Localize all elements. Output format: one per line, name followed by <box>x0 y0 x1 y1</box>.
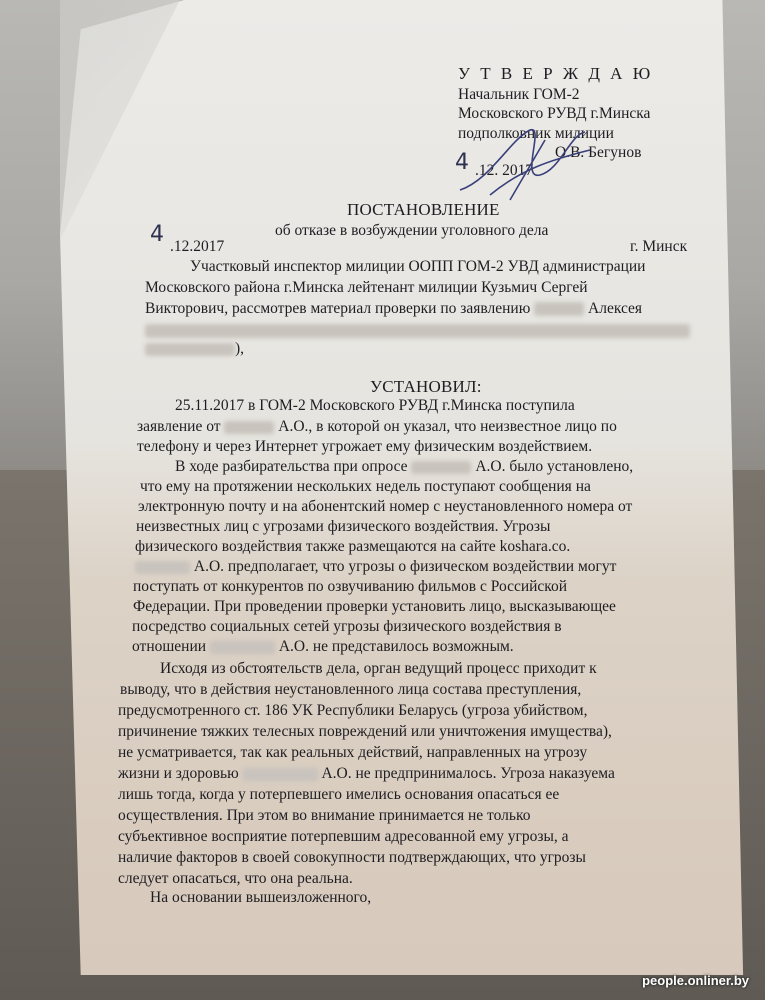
established-heading: УСТАНОВИЛ: <box>370 377 482 396</box>
body-line-23: наличие факторов в своей совокупности подтверждающих, что угрозы <box>118 849 586 866</box>
body-line-3: телефону и через Интернет угрожает ему физическим воздействием. <box>137 438 593 455</box>
body-line-21: осуществления. При этом во внимание принимается не только <box>118 807 531 824</box>
body-line-11: Федерации. При проведении проверки установить лицо, высказывающее <box>133 598 616 615</box>
date-day-handwritten: 4 <box>150 222 164 247</box>
body-line-6: электронную почту и на абонентский номер с неустановленного номера от <box>138 498 633 515</box>
document-city: г. Минск <box>630 238 688 255</box>
body-line-12: посредство социальных сетей угрозы физического воздействия в <box>132 618 562 635</box>
body-line-22: субъективное восприятие потерпевшим адресованной ему угрозы, а <box>118 828 569 845</box>
body-line-17: причинение тяжких телесных повреждений или уничтожения имущества), <box>118 723 612 740</box>
body-line-24: следует опасаться, что она реальна. <box>118 870 353 887</box>
approval-name: О.В. Бегунов <box>555 144 642 161</box>
body-line-19: жизни и здоровью А.О. не предпринималось. Угроза наказуема <box>118 765 615 782</box>
body-line-13: отношении А.О. не представилось возможным. <box>132 638 514 655</box>
approval-heading: У Т В Е Р Ж Д А Ю <box>458 64 654 83</box>
body-line-7: неизвестных лиц с угрозами физического воздействия. Угрозы <box>136 518 551 535</box>
watermark: people.onliner.by <box>642 973 749 988</box>
approval-date: .12. 2017 <box>475 162 534 179</box>
body-line-25: На основании вышеизложенного, <box>150 889 372 906</box>
body-line-2: заявление от А.О., в которой он указал, что неизвестное лицо по <box>137 418 617 435</box>
body-line-16: предусмотренного ст. 186 УК Республики Беларусь (угроза убийством, <box>118 702 588 719</box>
approval-line-3: подполковник милиции <box>458 125 614 142</box>
approval-line-1: Начальник ГОМ-2 <box>458 86 580 103</box>
body-line-10: поступать от конкурентов по озвучиванию фильмов с Российской <box>133 578 568 595</box>
redacted-name <box>534 302 584 316</box>
body-line-1: 25.11.2017 в ГОМ-2 Московского РУВД г.Минска поступила <box>175 397 575 414</box>
body-line-4: В ходе разбирательства при опросе А.О. было установлено, <box>175 458 634 475</box>
body-line-5: что ему на протяжении нескольких недель поступают сообщения на <box>140 478 591 495</box>
intro-line-3: Викторович, рассмотрев материал проверки по заявлению Алексея <box>145 300 643 317</box>
intro-line-2: Московского района г.Минска лейтенант милиции Кузьмич Сергей <box>145 279 588 296</box>
document-date: .12.2017 <box>170 238 225 255</box>
body-line-14: Исходя из обстоятельств дела, орган ведущий процесс приходит к <box>160 660 597 677</box>
document-subtitle: об отказе в возбуждении уголовного дела <box>275 222 549 239</box>
document-title: ПОСТАНОВЛЕНИЕ <box>347 200 500 219</box>
body-line-9: А.О. предполагает, что угрозы о физическом воздействии могут <box>135 558 616 576</box>
body-line-18: не усматривается, так как реальных действий, направленных на угрозу <box>118 744 588 761</box>
approval-date-day-handwritten: 4 <box>455 150 469 175</box>
intro-line-4: ), <box>145 340 244 358</box>
redacted-line <box>145 322 690 340</box>
body-line-20: лишь тогда, когда у потерпевшего имелись основания опасаться ее <box>118 786 560 803</box>
body-line-15: выводу, что в действия неустановленного лица состава преступления, <box>120 681 582 698</box>
signature-icon <box>450 120 600 210</box>
body-line-8: физического воздействия также размещаются на сайте koshara.co. <box>135 538 571 555</box>
approval-line-2: Московского РУВД г.Минска <box>458 105 651 122</box>
intro-line-1: Участковый инспектор милиции ООПП ГОМ-2 УВД администрации <box>190 258 646 275</box>
